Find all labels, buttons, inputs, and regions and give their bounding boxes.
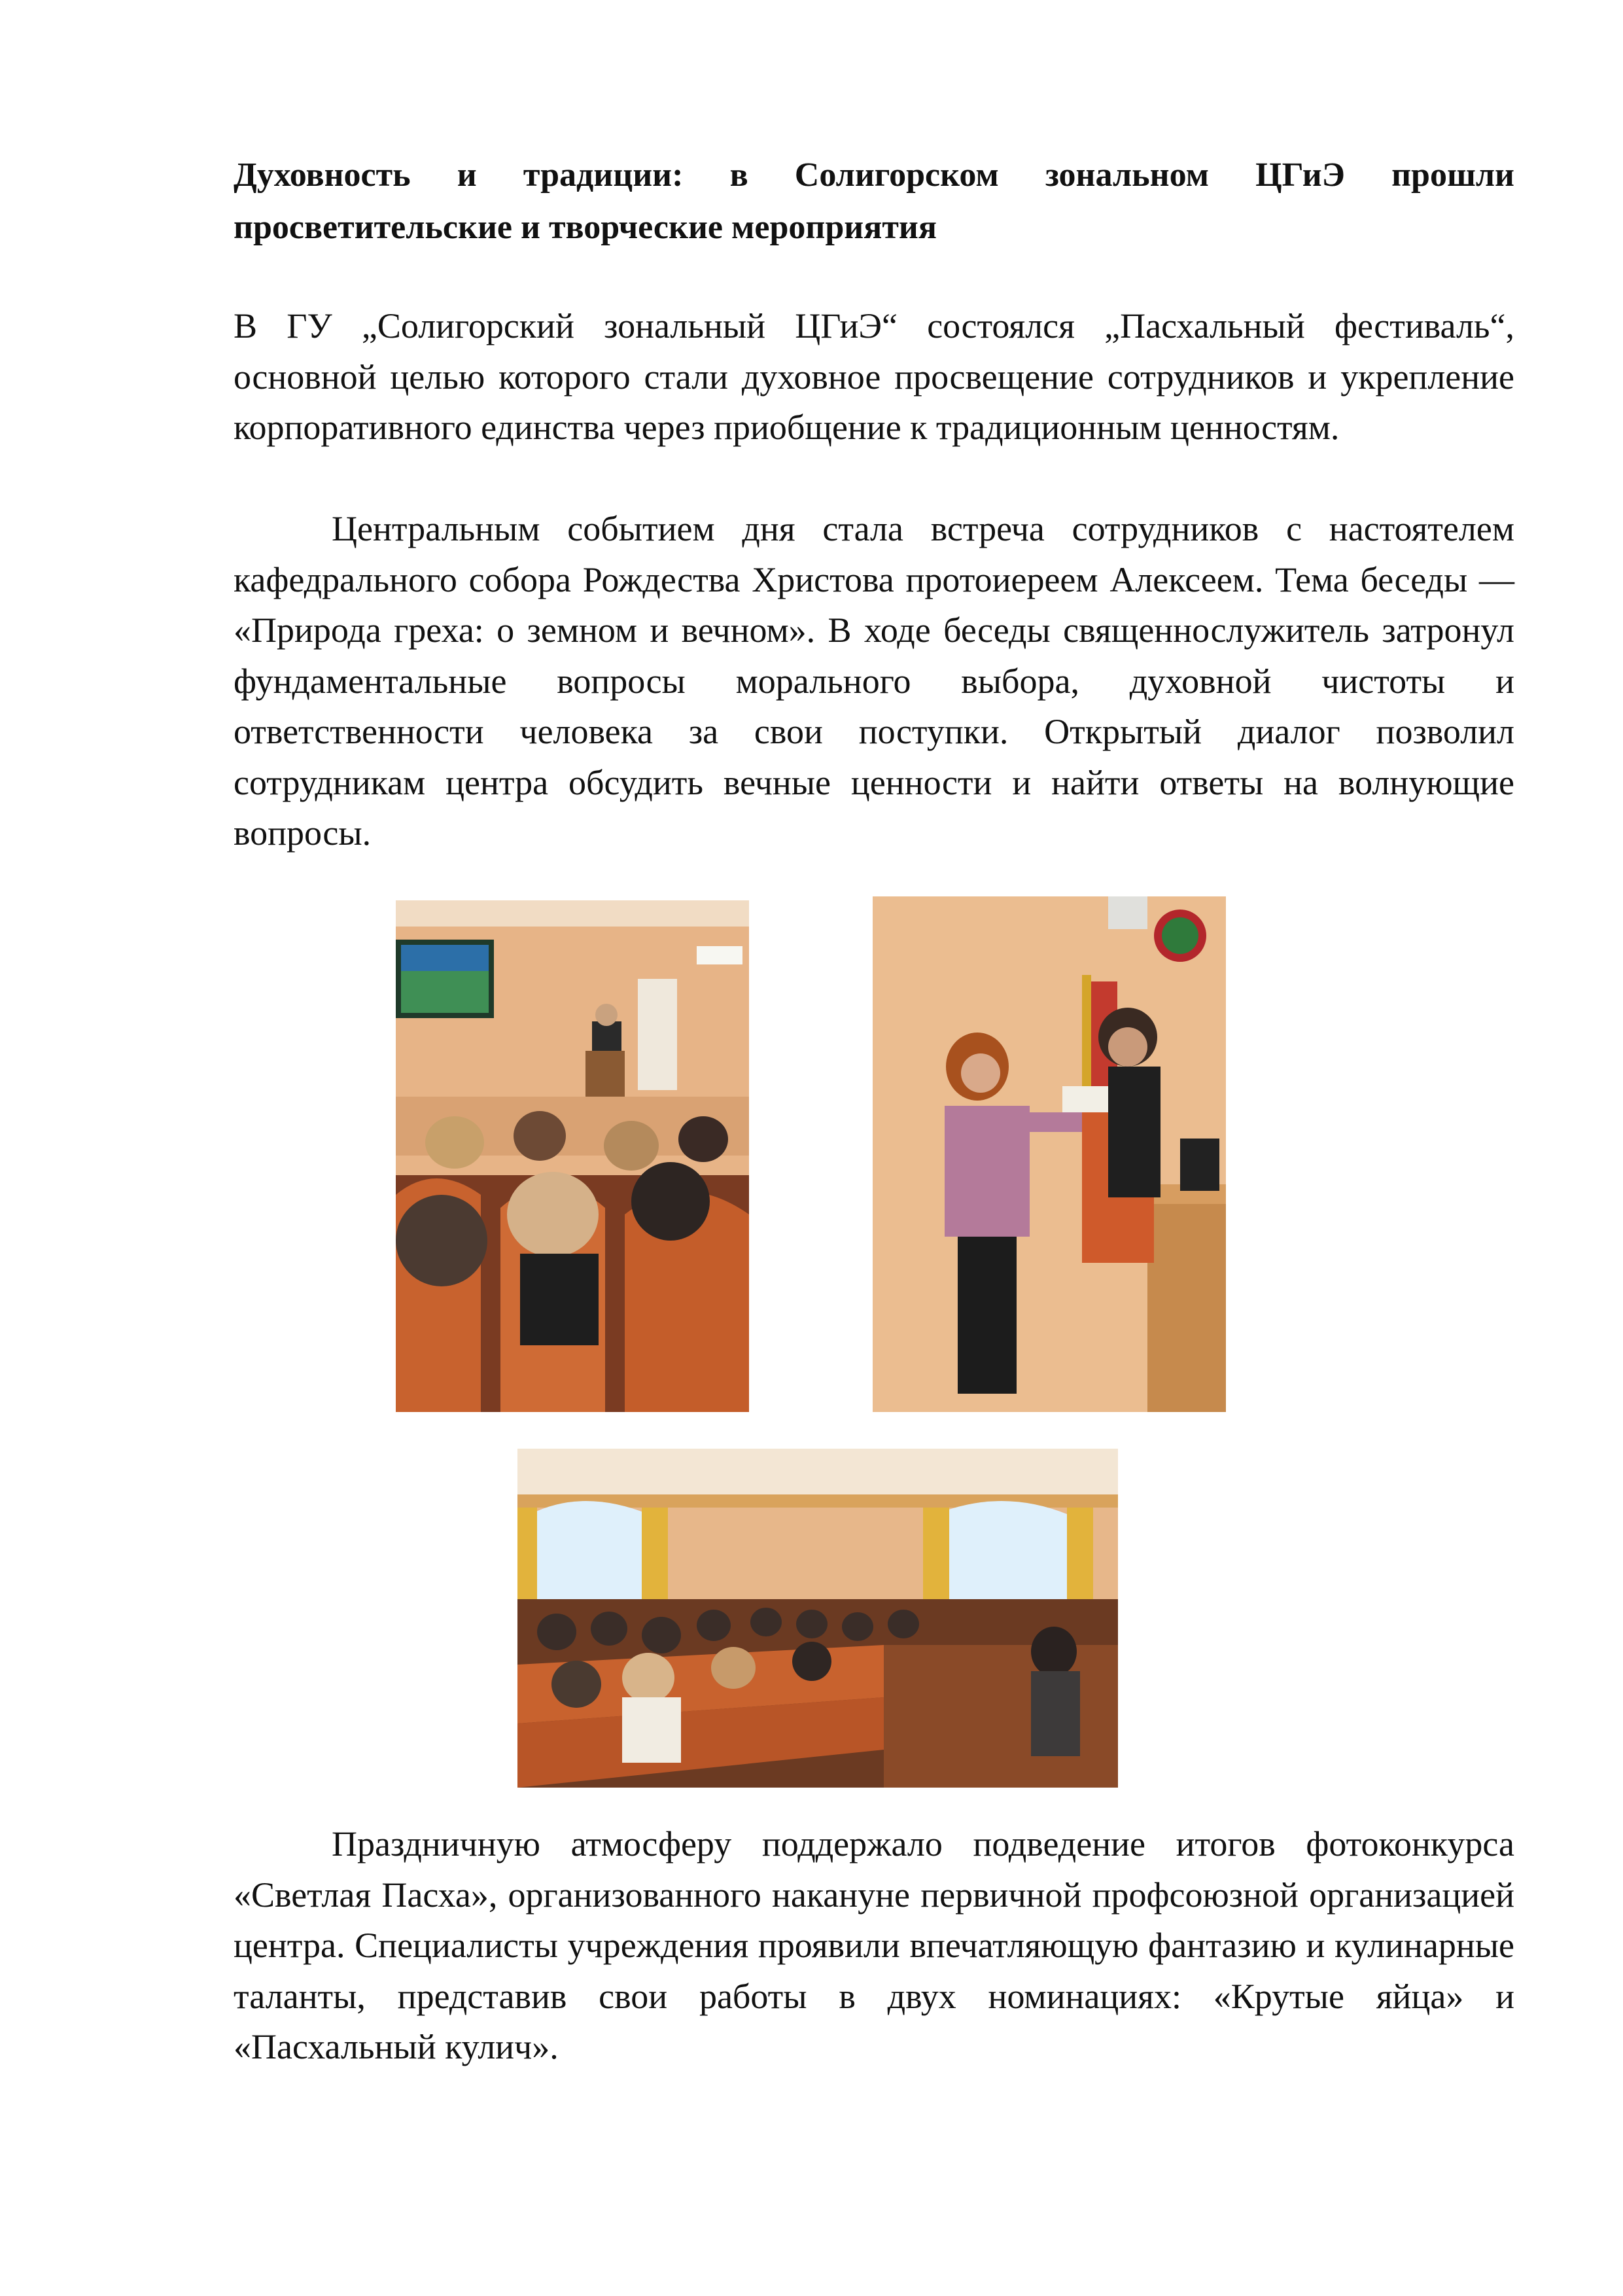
photo-audience-hall: [517, 1449, 1118, 1788]
paragraph-meeting: Центральным событием дня стала встреча сотрудников с настоятелем кафедрального собора Рождества Христова протоиереем Алексеем. Тема беседы — «Природа греха: о земном и вечном». В ходе беседы священнослужитель затронул фундаментальные вопросы морального выбора, духовной чистоты и ответственности человека за свои поступки. Открытый диалог позволил сотрудникам центра обсудить вечные ценности и найти ответы на волнующие вопросы.: [234, 509, 1514, 853]
paragraph-intro: В ГУ „Солигорский зональный ЦГиЭ“ состоялся „Пасхальный фестиваль“, основной целью которого стали духовное просвещение сотрудников и укрепление корпоративного единства через приобщение к традиционным ценностям.: [234, 306, 1514, 447]
photo-award-presentation: [873, 896, 1226, 1412]
photo-lecture-hall-speaker: [396, 900, 749, 1412]
article-title: Духовность и традиции: в Солигорском зональном ЦГиЭ прошли просветительские и творческие мероприятия: [234, 156, 1514, 246]
paragraph-photo-contest: Праздничную атмосферу поддержало подведение итогов фотоконкурса «Светлая Пасха», организованного накануне первичной профсоюзной организацией центра. Специалисты учреждения проявили впечатляющую фантазию и кулинарные таланты, представив свои работы в двух номинациях: «Крутые яйца» и «Пасхальный кулич».: [234, 1824, 1514, 2066]
